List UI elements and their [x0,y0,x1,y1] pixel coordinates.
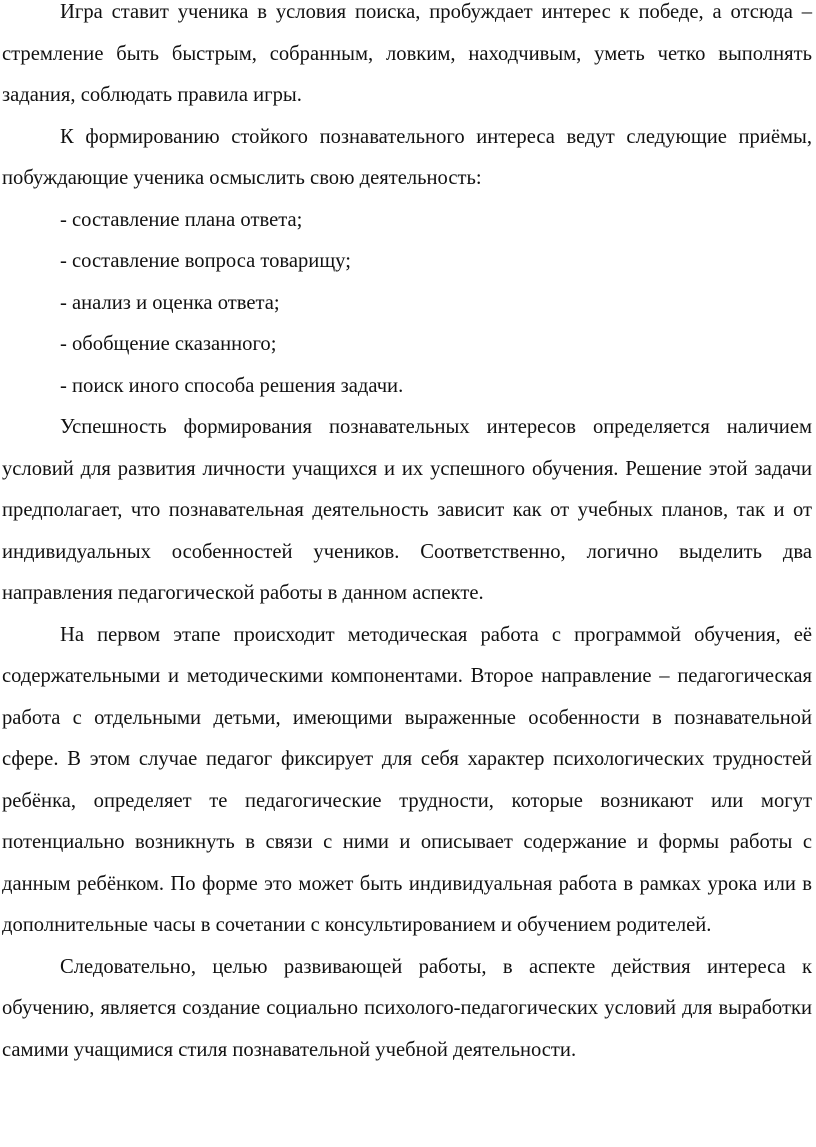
list-item: - составление плана ответа; [60,208,303,231]
paragraph-game: Игра ставит ученика в условия поиска, пробуждает интерес к победе, а отсюда – стремление быть быстрым, собранным, ловким, находчивым, уметь четко выполнять задания, соблюдать правила игры. [2,1,812,106]
list-item: - составление вопроса товарищу; [60,250,351,272]
paragraph-conclusion: Следовательно, целью развивающей работы, в аспекте действия интереса к обучению, является создание социально психолого-педагогических условий для выработки самими учащимися стиля познавательной учебной деятельности. [2,955,812,1061]
list-item: - обобщение сказанного; [60,333,277,355]
list-item: - анализ и оценка ответа; [60,291,280,314]
paragraph-success: Успешность формирования познавательных интересов определяется наличием условий для развития личности учащихся и их успешного обучения. Решение этой задачи предполагает, что познавательная деятельность зависит как от учебных планов, так и от индивидуальных особенностей учеников. Соответственно, логично выделить два направления педагогической работы в данном аспекте. [2,416,812,604]
list-item: - поиск иного способа решения задачи. [60,374,404,397]
paragraph-first-stage: На первом этапе происходит методическая работа с программой обучения, её содержательными и методическими компонентами. Второе направление – педагогическая работа с отдельными детьми, имеющими выраженные особенности в познавательной сфере. В этом случае педагог фиксирует для себя характер психологических трудностей ребёнка, определяет те педагогические трудности, которые возникают или могут потенциально возникнуть в связи с ними и описывает содержание и формы работы с данным ребёнком. По форме это может быть индивидуальная работа в рамках урока или в дополнительные часы в сочетании с консультированием и обучением родителей. [2,623,812,936]
paragraph-techniques-intro: К формированию стойкого познавательного интереса ведут следующие приёмы, побуждающие ученика осмыслить свою деятельность: [2,125,812,189]
